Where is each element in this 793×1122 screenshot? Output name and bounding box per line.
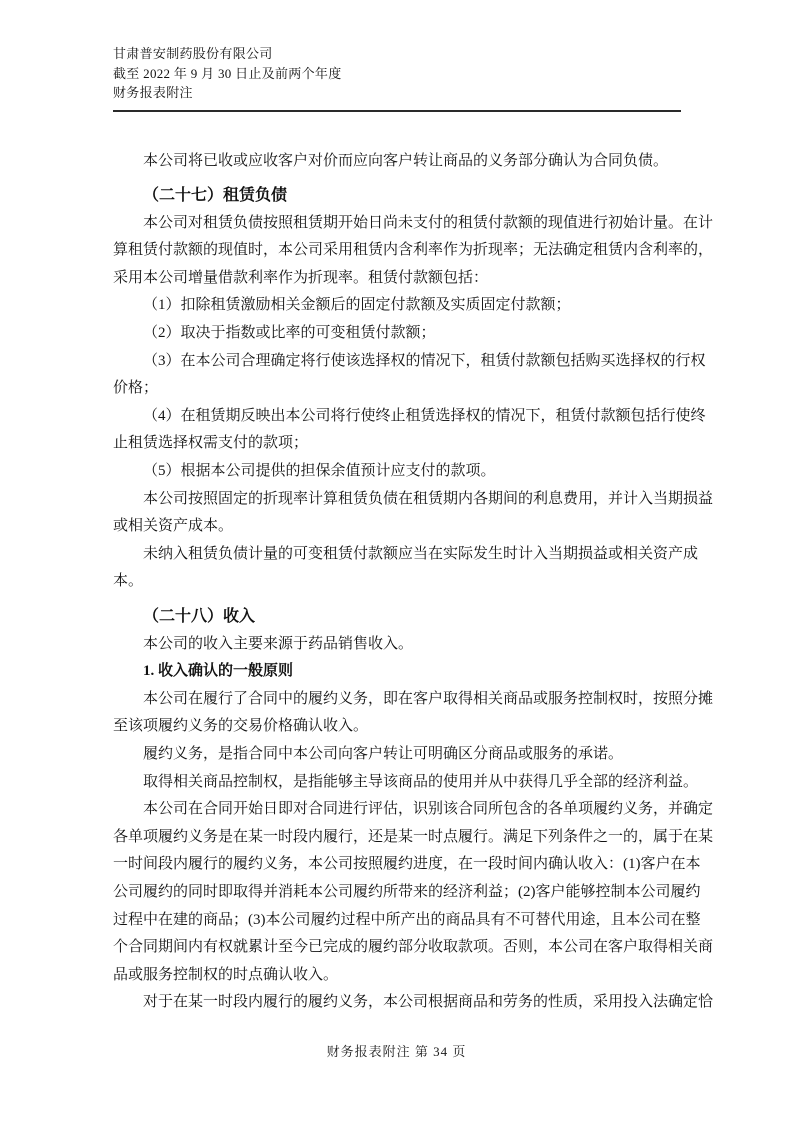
body-text-line: 对于在某一时段内履行的履约义务，本公司根据商品和劳务的性质，采用投入法确定恰 [143,994,714,1011]
body-text-line: 止租赁选择权需支付的款项； [113,435,309,452]
section-heading: （二十八）收入 [143,608,256,625]
body-text-line: （1）扣除租赁激励相关金额后的固定付款额及实质固定付款额； [143,297,571,314]
body-text-line: 个合同期间内有权就累计至今已完成的履约部分收取款项。否则，本公司在客户取得相关商 [113,939,714,956]
body-text-line: 各单项履约义务是在某一时段内履行，还是某一时点履行。满足下列条件之一的，属于在某 [113,828,714,845]
body-text-line: （4）在租赁期反映出本公司将行使终止租赁选择权的情况下，租赁付款额包括行使终 [143,407,706,424]
header-period: 截至 2022 年 9 月 30 日止及前两个年度 [113,65,342,81]
body-text-line: 本。 [113,573,144,590]
body-text-line: （3）在本公司合理确定将行使该选择权的情况下，租赁付款额包括购买选择权的行权 [143,352,706,369]
page-footer: 财务报表附注 第 34 页 [326,1044,467,1059]
body-text-line: 价格； [113,380,159,397]
body-text-line: 取得相关商品控制权，是指能够主导该商品的使用并从中获得几乎全部的经济利益。 [143,773,699,790]
body-text-line: 本公司在履行了合同中的履约义务，即在客户取得相关商品或服务控制权时，按照分摊 [143,690,714,707]
body-text-line: 采用本公司增量借款利率作为折现率。租赁付款额包括： [113,269,489,286]
document-body [113,148,714,1017]
body-text-line: （5）根据本公司提供的担保余值预计应支付的款项。 [143,463,496,480]
header-company-name: 甘肃普安制药股份有限公司 [113,46,273,61]
body-text-line: 至该项履约义务的交易价格确认收入。 [113,718,369,735]
body-text-line: 一时间段内履行的履约义务，本公司按照履约进度，在一段时间内确认收入：(1)客户在本 [113,856,701,873]
document-header [113,44,681,103]
body-text-line: 本公司在合同开始日即对合同进行评估，识别该合同所包含的各单项履约义务，并确定 [143,801,714,818]
section-heading: 1. 收入确认的一般原则 [143,663,294,680]
body-text-line: 公司履约的同时即取得并消耗本公司履约所带来的经济利益；(2)客户能够控制本公司履约 [113,883,701,900]
section-heading: （二十七）租赁负债 [143,187,288,205]
body-text-line: 本公司将已收或应收客户对价而应向客户转让商品的义务部分确认为合同负债。 [143,152,669,169]
body-text-line: 过程中在建的商品；(3)本公司履约过程中所产出的商品具有不可替代用途，且本公司在整 [113,911,701,928]
body-text-line: 品或服务控制权的时点确认收入。 [113,966,339,983]
body-text-line: 或相关资产成本。 [113,518,234,535]
body-text-line: 本公司的收入主要来源于药品销售收入。 [143,635,414,652]
body-text-line: 本公司按照固定的折现率计算租赁负债在租赁期内各期间的利息费用，并计入当期损益 [143,490,714,507]
body-text-line: 未纳入租赁负债计量的可变租赁付款额应当在实际发生时计入当期损益或相关资产成 [143,545,699,562]
header-doc-title: 财务报表附注 [113,85,193,100]
body-text-line: 算租赁付款额的现值时，本公司采用租赁内含利率作为折现率；无法确定租赁内含利率的， [113,242,714,259]
header-divider [113,110,681,112]
body-text-line: 本公司对租赁负债按照租赁期开始日尚未支付的租赁付款额的现值进行初始计量。在计 [143,214,714,231]
body-text-line: 履约义务，是指合同中本公司向客户转让可明确区分商品或服务的承诺。 [143,745,624,762]
body-text-line: （2）取决于指数或比率的可变租赁付款额； [143,325,436,342]
